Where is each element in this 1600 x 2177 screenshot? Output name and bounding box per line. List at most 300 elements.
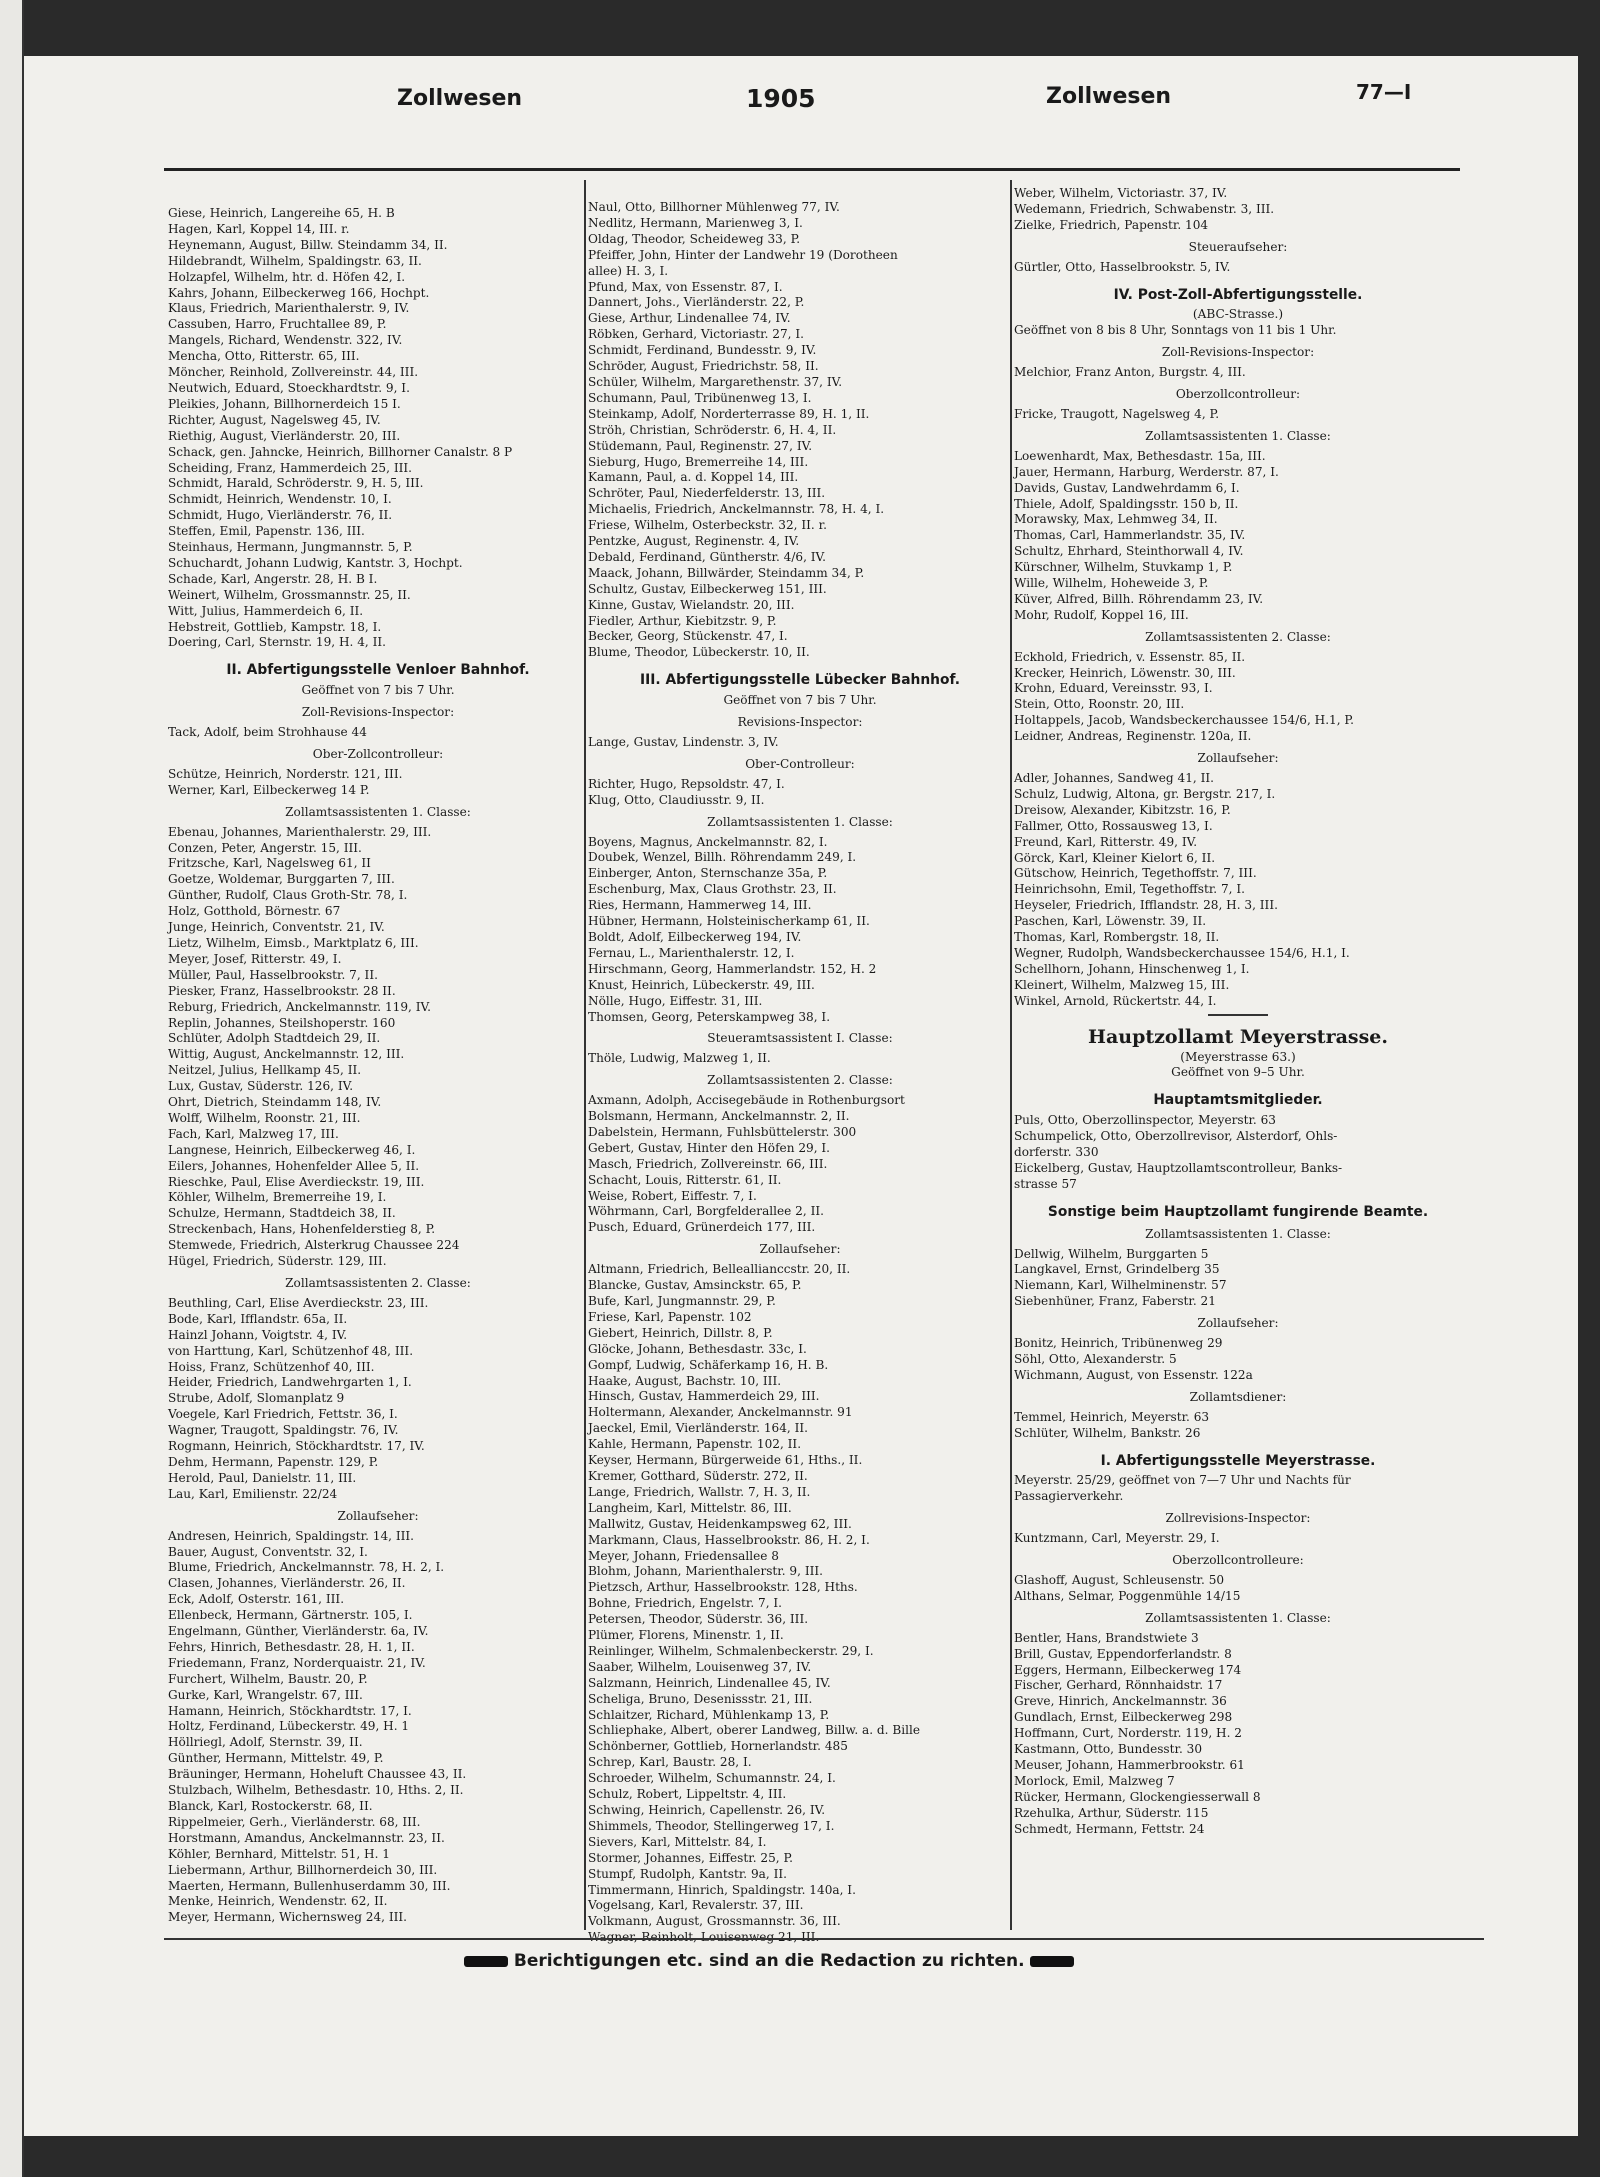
directory-entry: Lange, Friedrich, Wallstr. 7, H. 3, II. [588,1484,811,1499]
section-rule [1208,1014,1268,1016]
directory-entry: Lau, Karl, Emilienstr. 22/24 [168,1486,338,1501]
subheading: Zollamtsassistenten 1. Classe: [285,804,471,819]
directory-entry: Keyser, Hermann, Bürgerweide 61, Hths., II. [588,1453,863,1468]
header-page-number: 77—I [1356,80,1412,104]
directory-entry: Menke, Heinrich, Wendenstr. 62, II. [168,1894,388,1909]
directory-entry: Pusch, Eduard, Grünerdeich 177, III. [588,1220,816,1235]
footer-notice [464,1951,1074,1971]
directory-entry: Rippelmeier, Gerh., Vierländerstr. 68, III. [168,1814,421,1829]
directory-entry: Boldt, Adolf, Eilbeckerweg 194, IV. [588,929,802,944]
directory-entry: Kinne, Gustav, Wielandstr. 20, III. [588,597,795,612]
directory-entry: Reburg, Friedrich, Anckelmannstr. 119, IV. [168,999,431,1014]
subheading: Zollamtsassistenten 2. Classe: [285,1276,471,1290]
directory-entry: Giese, Heinrich, Langereihe 65, H. B [168,206,395,220]
directory-entry: Freund, Karl, Ritterstr. 49, IV. [1014,834,1198,849]
directory-entry: Vogelsang, Karl, Revalerstr. 37, III. [588,1898,804,1913]
directory-entry: Bräuninger, Hermann, Hoheluft Chaussee 43, II. [168,1767,467,1782]
directory-entry: Schütze, Heinrich, Norderstr. 121, III. [168,766,403,781]
directory-entry: Pfund, Max, von Essenstr. 87, I. [588,279,783,294]
section-heading: I. Abfertigungsstelle Meyerstrasse. [1100,1452,1376,1469]
directory-entry: Cassuben, Harro, Fruchtallee 89, P. [168,317,387,332]
directory-entry: Fernau, L., Marienthalerstr. 12, I. [588,945,795,960]
directory-entry: Zielke, Friedrich, Papenstr. 104 [1014,217,1209,232]
directory-entry: Schroeder, Wilhelm, Schumannstr. 24, I. [588,1771,836,1786]
directory-entry: Meuser, Johann, Hammerbrookstr. 61 [1014,1757,1245,1772]
subheading: Zoll-Revisions-Inspector: [301,705,455,720]
directory-entry: Conzen, Peter, Angerstr. 15, III. [168,840,362,855]
directory-entry: Köhler, Bernhard, Mittelstr. 51, H. 1 [168,1846,390,1861]
directory-entry: Krohn, Eduard, Vereinsstr. 93, I. [1014,681,1213,696]
directory-entry: Clasen, Johannes, Vierländerstr. 26, II. [168,1576,406,1591]
directory-entry: Köhler, Wilhelm, Bremerreihe 19, I. [168,1190,387,1205]
directory-entry: Morlock, Emil, Malzweg 7 [1014,1773,1175,1788]
directory-entry: Friese, Wilhelm, Osterbeckstr. 32, II. r. [588,518,827,533]
directory-entry: Küver, Alfred, Billh. Röhrendamm 23, IV. [1014,591,1264,606]
directory-entry: Meyerstr. 25/29, geöffnet von 7—7 Uhr und Nachts für [1014,1473,1351,1488]
directory-entry: Schultz, Gustav, Eilbeckerweg 151, III. [588,581,827,596]
directory-entry: Oldag, Theodor, Scheideweg 33, P. [588,231,801,246]
directory-entry: Niemann, Karl, Wilhelminenstr. 57 [1014,1278,1227,1293]
directory-entry: Kastmann, Otto, Bundesstr. 30 [1014,1742,1203,1757]
directory-entry: Nölle, Hugo, Eiffestr. 31, III. [588,993,763,1008]
directory-entry: Doubek, Wenzel, Billh. Röhrendamm 249, I. [588,850,857,865]
directory-entry: Schacht, Louis, Ritterstr. 61, II. [588,1172,782,1187]
directory-entry: Strube, Adolf, Slomanplatz 9 [168,1391,345,1406]
directory-entry: Leidner, Andreas, Reginenstr. 120a, II. [1014,729,1252,744]
directory-entry: Kleinert, Wilhelm, Malzweg 15, III. [1014,977,1230,992]
directory-entry: Ströh, Christian, Schröderstr. 6, H. 4, II. [588,422,837,437]
directory-entry: Stulzbach, Wilhelm, Bethesdastr. 10, Hths. 2, II. [168,1783,464,1798]
adjacent-page-edge [0,0,24,2177]
directory-entry: von Harttung, Karl, Schützenhof 48, III. [168,1343,414,1358]
directory-entry: Masch, Friedrich, Zollvereinstr. 66, III. [588,1156,828,1171]
directory-entry: Schröter, Paul, Niederfelderstr. 13, III. [588,486,826,501]
directory-entry: Holzapfel, Wilhelm, htr. d. Höfen 42, I. [168,269,406,284]
directory-entry: Günther, Rudolf, Claus Groth-Str. 78, I. [168,888,408,903]
directory-entry: Replin, Johannes, Steilshoperstr. 160 [168,1015,396,1030]
directory-entry: Schultz, Ehrhard, Steinthorwall 4, IV. [1014,544,1244,559]
subheading: Zollaufseher: [337,1508,419,1523]
section-heading: II. Abfertigungsstelle Venloer Bahnhof. [226,662,530,679]
directory-entry: Schmidt, Heinrich, Wendenstr. 10, I. [168,492,392,507]
note-line: (ABC-Strasse.) [1192,307,1284,322]
directory-entry: Scheiding, Franz, Hammerdeich 25, III. [168,460,412,475]
directory-entry: Melchior, Franz Anton, Burgstr. 4, III. [1014,365,1246,380]
directory-entry: Geöffnet von 8 bis 8 Uhr, Sonntags von 11 bis 1 Uhr. [1014,323,1337,338]
directory-entry: Hamann, Heinrich, Stöckhardtstr. 17, I. [168,1703,412,1718]
directory-entry: Söhl, Otto, Alexanderstr. 5 [1014,1352,1177,1366]
office-heading: Hauptzollamt Meyerstrasse. [1088,1025,1388,1048]
directory-entry: dorferstr. 330 [1014,1145,1099,1160]
directory-entry: Fallmer, Otto, Rossausweg 13, I. [1014,818,1213,833]
directory-entry: Klug, Otto, Claudiusstr. 9, II. [588,792,765,807]
directory-entry: Gurke, Karl, Wrangelstr. 67, III. [168,1687,363,1702]
directory-entry: Paschen, Karl, Löwenstr. 39, II. [1014,914,1207,929]
directory-entry: Möncher, Reinhold, Zollvereinstr. 44, III. [168,365,419,380]
directory-entry: Röbken, Gerhard, Victoriastr. 27, I. [588,327,804,342]
column-1 [168,206,588,1926]
directory-entry: Bonitz, Heinrich, Tribünenweg 29 [1014,1336,1223,1351]
directory-entry: Piesker, Franz, Hasselbrookstr. 28 II. [168,983,396,998]
directory-entry: Mohr, Rudolf, Koppel 16, III. [1014,607,1189,622]
directory-entry: Bohne, Friedrich, Engelstr. 7, I. [588,1596,783,1611]
header-right-title: Zollwesen [1046,84,1172,109]
directory-entry: Axmann, Adolph, Accisegebäude in Rothenburgsort [588,1093,905,1108]
subheading: Zollamtsassistenten 1. Classe: [707,814,893,829]
directory-entry: Mangels, Richard, Wendenstr. 322, IV. [168,333,403,348]
directory-entry: Shimmels, Theodor, Stellingerweg 17, I. [588,1818,835,1833]
note-line: (Meyerstrasse 63.) [1180,1049,1296,1064]
directory-entry: Knust, Heinrich, Lübeckerstr. 49, III. [588,977,815,992]
section-heading: IV. Post-Zoll-Abfertigungsstelle. [1113,286,1363,303]
directory-entry: Stumpf, Rudolph, Kantstr. 9a, II. [588,1866,787,1881]
directory-entry: Witt, Julius, Hammerdeich 6, II. [168,603,364,618]
pointing-hand-right-icon [1030,1956,1074,1967]
column-3 [1014,186,1462,1837]
directory-entry: Fischer, Gerhard, Rönnhaidstr. 17 [1014,1678,1223,1693]
subheading: Steueraufseher: [1188,239,1288,254]
pointing-hand-left-icon [464,1956,508,1967]
directory-entry: Becker, Georg, Stückenstr. 47, I. [588,629,788,644]
note-line: Geöffnet von 7 bis 7 Uhr. [723,693,877,708]
directory-entry: Gürtler, Otto, Hasselbrookstr. 5, IV. [1014,259,1231,274]
directory-entry: Fritzsche, Karl, Nagelsweg 61, II [168,856,371,871]
directory-entry: Hübner, Hermann, Holsteinischerkamp 61, II. [588,914,870,929]
subheading: Zoll-Revisions-Inspector: [1161,345,1315,360]
directory-entry: Tack, Adolf, beim Strohhause 44 [168,725,367,740]
directory-entry: Kürschner, Wilhelm, Stuvkamp 1, P. [1014,560,1233,575]
directory-entry: Schulze, Hermann, Stadtdeich 38, II. [168,1206,396,1221]
directory-entry: Fach, Karl, Malzweg 17, III. [168,1126,339,1141]
directory-entry: Schmidt, Ferdinand, Bundesstr. 9, IV. [588,343,817,358]
subheading: Zollamtsassistenten 2. Classe: [1145,629,1331,644]
directory-entry: Schulz, Ludwig, Altona, gr. Bergstr. 217, I. [1014,786,1276,801]
directory-entry: Krecker, Heinrich, Löwenstr. 30, III. [1014,665,1236,680]
directory-entry: Schade, Karl, Angerstr. 28, H. B I. [168,571,378,586]
directory-entry: Pleikies, Johann, Billhornerdeich 15 I. [168,396,401,411]
subheading: Revisions-Inspector: [737,715,863,730]
directory-entry: Rzehulka, Arthur, Süderstr. 115 [1014,1805,1209,1820]
directory-entry: Wegner, Rudolph, Wandsbeckerchaussee 154/6, H.1, I. [1014,945,1350,960]
header-left-title: Zollwesen [397,86,523,111]
directory-entry: Adler, Johannes, Sandweg 41, II. [1014,771,1214,785]
directory-entry: Stemwede, Friedrich, Alsterkrug Chaussee 224 [168,1238,460,1253]
subheading: Zollamtsassistenten 1. Classe: [1145,1610,1331,1625]
directory-entry: Ohrt, Dietrich, Steindamm 148, IV. [168,1095,382,1110]
directory-entry: Stein, Otto, Roonstr. 20, III. [1014,697,1185,712]
directory-entry: Hildebrandt, Wilhelm, Spaldingstr. 63, II. [168,253,422,268]
directory-entry: Hinsch, Gustav, Hammerdeich 29, III. [588,1389,820,1404]
directory-entry: Ries, Hermann, Hammerweg 14, III. [588,898,812,913]
section-heading: III. Abfertigungsstelle Lübecker Bahnhof. [640,672,960,689]
directory-entry: Heinrichsohn, Emil, Tegethoffstr. 7, I. [1014,882,1245,897]
directory-entry: Rogmann, Heinrich, Stöckhardtstr. 17, IV. [168,1439,425,1454]
directory-entry: Schack, gen. Jahncke, Heinrich, Billhorner Canalstr. 8 P [168,444,513,459]
directory-entry: Engelmann, Günther, Vierländerstr. 6a, IV. [168,1624,429,1639]
directory-entry: Siebenhüner, Franz, Faberstr. 21 [1014,1294,1216,1309]
directory-entry: Horstmann, Amandus, Anckelmannstr. 23, II. [168,1830,445,1845]
directory-entry: Wolff, Wilhelm, Roonstr. 21, III. [168,1110,361,1125]
directory-entry: Schmidt, Hugo, Vierländerstr. 76, II. [168,508,393,523]
directory-entry: Schwing, Heinrich, Capellenstr. 26, IV. [588,1803,826,1817]
directory-entry: Holtermann, Alexander, Anckelmannstr. 91 [588,1405,853,1420]
directory-entry: Langnese, Heinrich, Eilbeckerweg 46, I. [168,1142,416,1157]
directory-entry: Dabelstein, Hermann, Fuhlsbüttelerstr. 300 [588,1124,857,1139]
directory-entry: Schumann, Paul, Tribünenweg 13, I. [588,390,812,405]
directory-entry: Eck, Adolf, Osterstr. 161, III. [168,1592,345,1607]
directory-entry: Brill, Gustav, Eppendorferlandstr. 8 [1014,1646,1232,1661]
directory-entry: Richter, Hugo, Repsoldstr. 47, I. [588,776,785,791]
directory-entry: Schmedt, Hermann, Fettstr. 24 [1014,1821,1205,1836]
directory-entry: Blohm, Johann, Marienthalerstr. 9, III. [588,1564,823,1579]
directory-entry: Sieburg, Hugo, Bremerreihe 14, III. [588,454,809,469]
directory-entry: Voegele, Karl Friedrich, Fettstr. 36, I. [168,1407,398,1422]
directory-entry: Blanck, Karl, Rostockerstr. 68, II. [168,1799,373,1813]
directory-entry: Greve, Hinrich, Anckelmannstr. 36 [1014,1694,1227,1709]
directory-entry: Schröder, August, Friedrichstr. 58, II. [588,359,819,374]
directory-entry: Holtz, Ferdinand, Lübeckerstr. 49, H. 1 [168,1719,410,1734]
directory-entry: Dehm, Hermann, Papenstr. 129, P. [168,1454,379,1469]
directory-entry: Thomsen, Georg, Peterskampweg 38, I. [588,1009,831,1024]
directory-entry: Thomas, Karl, Rombergstr. 18, II. [1014,930,1220,945]
directory-entry: Schellhorn, Johann, Hinschenweg 1, I. [1014,961,1250,976]
directory-entry: Kremer, Gotthard, Süderstr. 272, II. [588,1468,808,1483]
directory-entry: Lietz, Wilhelm, Eimsb., Marktplatz 6, III. [168,935,419,950]
directory-entry: Eggers, Hermann, Eilbeckerweg 174 [1014,1662,1242,1677]
directory-entry: Naul, Otto, Billhorner Mühlenweg 77, IV. [588,200,840,214]
subheading: Ober-Zollcontrolleur: [312,747,444,761]
directory-entry: Wittig, August, Anckelmannstr. 12, III. [168,1047,405,1062]
directory-entry: Pietzsch, Arthur, Hasselbrookstr. 128, Hths. [588,1580,858,1595]
directory-entry: Volkmann, August, Grossmannstr. 36, III. [588,1914,841,1929]
directory-entry: Steffen, Emil, Papenstr. 136, III. [168,524,365,539]
directory-entry: Wille, Wilhelm, Hoheweide 3, P. [1014,576,1209,591]
directory-entry: Petersen, Theodor, Süderstr. 36, III. [588,1612,809,1627]
directory-entry: Loewenhardt, Max, Bethesdastr. 15a, III. [1014,448,1266,463]
directory-entry: Markmann, Claus, Hasselbrookstr. 86, H. 2, I. [588,1532,870,1547]
directory-entry: Kuntzmann, Carl, Meyerstr. 29, I. [1014,1531,1220,1546]
directory-entry: Goetze, Woldemar, Burggarten 7, III. [168,872,395,887]
directory-entry: Maack, Johann, Billwärder, Steindamm 34, P. [588,565,865,580]
directory-entry: Blancke, Gustav, Amsinckstr. 65, P. [588,1278,802,1293]
directory-entry: Steinhaus, Hermann, Jungmannstr. 5, P. [168,540,413,555]
directory-entry: Müller, Paul, Hasselbrookstr. 7, II. [168,967,378,982]
directory-entry: Dellwig, Wilhelm, Burggarten 5 [1014,1246,1209,1261]
directory-entry: Saaber, Wilhelm, Louisenweg 37, IV. [588,1659,812,1674]
directory-entry: Wichmann, August, von Essenstr. 122a [1014,1367,1253,1382]
directory-entry: Andresen, Heinrich, Spaldingstr. 14, III. [168,1528,415,1543]
directory-entry: Hagen, Karl, Koppel 14, III. r. [168,221,350,236]
directory-entry: Pfeiffer, John, Hinter der Landwehr 19 (Dorotheen [588,247,898,262]
directory-entry: strasse 57 [1014,1176,1077,1191]
directory-entry: Gebert, Gustav, Hinter den Höfen 29, I. [588,1140,831,1155]
directory-entry: Giese, Arthur, Lindenallee 74, IV. [588,311,791,326]
subheading: Zollaufseher: [1197,1316,1279,1331]
section-heading: Hauptamtsmitglieder. [1153,1092,1323,1109]
directory-entry: Eickelberg, Gustav, Hauptzollamtscontrolleur, Banks- [1014,1160,1343,1175]
directory-entry: Fricke, Traugott, Nagelsweg 4, P. [1014,406,1220,421]
directory-entry: Lange, Gustav, Lindenstr. 3, IV. [588,735,779,749]
directory-entry: Mallwitz, Gustav, Heidenkampsweg 62, III. [588,1516,852,1531]
directory-entry: Bolsmann, Hermann, Anckelmannstr. 2, II. [588,1109,850,1124]
directory-entry: Fehrs, Hinrich, Bethesdastr. 28, H. 1, II. [168,1639,415,1654]
directory-entry: Schulz, Robert, Lippeltstr. 4, III. [588,1787,787,1802]
directory-entry: Glashoff, August, Schleusenstr. 50 [1014,1572,1225,1587]
directory-entry: Winkel, Arnold, Rückertstr. 44, I. [1014,993,1217,1008]
directory-entry: Dreisow, Alexander, Kibitzstr. 16, P. [1014,802,1231,817]
directory-entry: Liebermann, Arthur, Billhornerdeich 30, III. [168,1862,438,1877]
directory-entry: Pentzke, August, Reginenstr. 4, IV. [588,534,800,549]
directory-entry: Gompf, Ludwig, Schäferkamp 16, H. B. [588,1357,829,1372]
directory-entry: Maerten, Hermann, Bullenhuserdamm 30, III. [168,1878,451,1893]
directory-entry: Scheliga, Bruno, Desenissstr. 21, III. [588,1691,813,1706]
directory-entry: Richter, August, Nagelsweg 45, IV. [168,412,381,427]
directory-entry: Timmermann, Hinrich, Spaldingstr. 140a, I. [588,1882,856,1897]
directory-entry: Rücker, Hermann, Glockengiesserwall 8 [1014,1789,1261,1804]
directory-entry: Schliephake, Albert, oberer Landweg, Billw. a. d. Bille [588,1723,921,1738]
directory-entry: Schlüter, Adolph Stadtdeich 29, II. [168,1031,381,1046]
directory-entry: Stormer, Johannes, Eiffestr. 25, P. [588,1850,793,1865]
directory-entry: Heynemann, August, Billw. Steindamm 34, II. [168,237,448,252]
header-year: 1905 [746,84,816,113]
directory-entry: Thomas, Carl, Hammerlandstr. 35, IV. [1014,528,1246,543]
directory-entry: Furchert, Wilhelm, Baustr. 20, P. [168,1671,368,1686]
directory-entry: Glöcke, Johann, Bethesdastr. 33c, I. [588,1341,807,1356]
directory-entry: Gundlach, Ernst, Eilbeckerweg 298 [1014,1710,1233,1725]
directory-entry: Kahle, Hermann, Papenstr. 102, II. [588,1437,802,1452]
directory-entry: Weise, Robert, Eiffestr. 7, I. [588,1188,757,1203]
directory-entry: Streckenbach, Hans, Hohenfelderstieg 8, P. [168,1222,436,1237]
directory-entry: Junge, Heinrich, Conventstr. 21, IV. [168,920,385,935]
directory-entry: Debald, Ferdinand, Güntherstr. 4/6, IV. [588,549,827,564]
directory-entry: Friedemann, Franz, Norderquaistr. 21, IV. [168,1655,426,1670]
directory-entry: allee) H. 3, I. [588,263,669,278]
directory-entry: Lux, Gustav, Süderstr. 126, IV. [168,1079,354,1094]
directory-entry: Klaus, Friedrich, Marienthalerstr. 9, IV. [168,301,410,316]
directory-entry: Hügel, Friedrich, Süderstr. 129, III. [168,1254,387,1269]
directory-entry: Wagner, Traugott, Spaldingstr. 76, IV. [168,1423,399,1438]
subheading: Zollamtsassistenten 1. Classe: [1145,428,1331,443]
directory-entry: Herold, Paul, Danielstr. 11, III. [168,1470,357,1485]
directory-entry: Gütschow, Heinrich, Tegethoffstr. 7, III. [1014,866,1257,881]
directory-entry: Passagierverkehr. [1014,1489,1124,1504]
directory-entry: Schlüter, Wilhelm, Bankstr. 26 [1014,1425,1201,1440]
directory-entry: Schüler, Wilhelm, Margarethenstr. 37, IV. [588,374,843,389]
directory-entry: Werner, Karl, Eilbeckerweg 14 P. [168,782,370,797]
directory-entry: Kamann, Paul, a. d. Koppel 14, III. [588,470,799,485]
directory-entry: Blume, Theodor, Lübeckerstr. 10, II. [588,645,810,660]
directory-entry: Bentler, Hans, Brandstwiete 3 [1014,1630,1199,1645]
directory-entry: Friese, Karl, Papenstr. 102 [588,1309,752,1324]
directory-entry: Mencha, Otto, Ritterstr. 65, III. [168,349,360,364]
directory-entry: Bufe, Karl, Jungmannstr. 29, P. [588,1294,776,1308]
directory-entry: Hainzl Johann, Voigtstr. 4, IV. [168,1327,348,1342]
directory-entry: Neutwich, Eduard, Stoeckhardtstr. 9, I. [168,380,410,395]
directory-entry: Schlaitzer, Richard, Mühlenkamp 13, P. [588,1707,830,1722]
directory-entry: Eckhold, Friedrich, v. Essenstr. 85, II. [1014,649,1246,664]
directory-entry: Dannert, Johs., Vierländerstr. 22, P. [588,295,805,310]
directory-entry: Weinert, Wilhelm, Grossmannstr. 25, II. [168,587,411,602]
directory-entry: Stüdemann, Paul, Reginenstr. 27, IV. [588,438,813,453]
directory-entry: Bode, Karl, Ifflandstr. 65a, II. [168,1311,348,1326]
note-line: Geöffnet von 7 bis 7 Uhr. [301,683,455,698]
directory-entry: Schrep, Karl, Baustr. 28, I. [588,1755,752,1770]
directory-entry: Michaelis, Friedrich, Anckelmannstr. 78, H. 4, I. [588,502,885,517]
directory-entry: Hirschmann, Georg, Hammerlandstr. 152, H. 2 [588,961,877,976]
subheading: Zollaufseher: [759,1242,841,1257]
directory-entry: Haake, August, Bachstr. 10, III. [588,1373,782,1388]
directory-entry: Morawsky, Max, Lehmweg 34, II. [1014,512,1218,527]
directory-entry: Schuchardt, Johann Ludwig, Kantstr. 3, Hochpt. [168,555,463,570]
subheading: Zollamtsassistenten 2. Classe: [707,1073,893,1088]
subheading: Oberzollcontrolleur: [1175,387,1301,402]
directory-entry: Boyens, Magnus, Anckelmannstr. 82, I. [588,834,828,849]
header-rule [164,168,1460,171]
directory-entry: Kahrs, Johann, Eilbeckerweg 166, Hochpt. [168,285,430,300]
directory-entry: Beuthling, Carl, Elise Averdieckstr. 23, III. [168,1295,429,1310]
directory-entry: Davids, Gustav, Landwehrdamm 6, I. [1014,480,1240,495]
directory-entry: Blume, Friedrich, Anckelmannstr. 78, H. 2, I. [168,1560,445,1575]
directory-entry: Höllriegl, Adolf, Sternstr. 39, II. [168,1735,363,1750]
directory-entry: Thöle, Ludwig, Malzweg 1, II. [588,1051,771,1066]
directory-entry: Holtappels, Jacob, Wandsbeckerchaussee 154/6, H.1, P. [1014,713,1354,728]
directory-entry: Eilers, Johannes, Hohenfelder Allee 5, II. [168,1158,420,1173]
note-line: Geöffnet von 9–5 Uhr. [1171,1065,1305,1080]
directory-entry: Wöhrmann, Carl, Borgfelderallee 2, II. [588,1204,824,1219]
directory-entry: Nedlitz, Hermann, Marienweg 3, I. [588,215,803,230]
directory-entry: Hoiss, Franz, Schützenhof 40, III. [168,1359,375,1374]
directory-entry: Meyer, Johann, Friedensallee 8 [588,1548,779,1563]
directory-entry: Plümer, Florens, Minenstr. 1, II. [588,1628,784,1643]
directory-entry: Steinkamp, Adolf, Norderterrasse 89, H. 1, II. [588,406,870,421]
directory-entry: Langkavel, Ernst, Grindelberg 35 [1014,1262,1220,1277]
directory-entry: Ellenbeck, Hermann, Gärtnerstr. 105, I. [168,1608,413,1623]
column-2 [588,200,1012,1946]
directory-entry: Weber, Wilhelm, Victoriastr. 37, IV. [1014,186,1228,200]
directory-entry: Heider, Friedrich, Landwehrgarten 1, I. [168,1375,412,1390]
subheading: Zollrevisions-Inspector: [1165,1511,1311,1526]
directory-entry: Wedemann, Friedrich, Schwabenstr. 3, III. [1014,201,1275,216]
directory-entry: Thiele, Adolf, Spaldingsstr. 150 b, II. [1014,496,1239,511]
directory-entry: Rieschke, Paul, Elise Averdieckstr. 19, III. [168,1174,425,1189]
directory-entry: Riethig, August, Vierländerstr. 20, III. [168,428,401,443]
footer-text: Berichtigungen etc. sind an die Redaction zu richten. [513,1951,1025,1971]
directory-entry: Althans, Selmar, Poggenmühle 14/15 [1014,1588,1241,1603]
directory-entry: Sievers, Karl, Mittelstr. 84, I. [588,1834,767,1849]
directory-entry: Schönberner, Gottlieb, Hornerlandstr. 485 [588,1739,848,1754]
directory-entry: Schumpelick, Otto, Oberzollrevisor, Alsterdorf, Ohls- [1014,1129,1338,1144]
directory-entry: Holz, Gotthold, Börnestr. 67 [168,904,341,919]
directory-entry: Einberger, Anton, Sternschanze 35a, P. [588,866,828,881]
directory-entry: Neitzel, Julius, Hellkamp 45, II. [168,1063,362,1078]
directory-entry: Giebert, Heinrich, Dillstr. 8, P. [588,1325,773,1340]
directory-entry: Meyer, Hermann, Wichernsweg 24, III. [168,1910,408,1925]
directory-entry: Reinlinger, Wilhelm, Schmalenbeckerstr. 29, I. [588,1643,874,1658]
footer-rule [164,1938,1484,1940]
directory-entry: Heyseler, Friedrich, Ifflandstr. 28, H. 3, III. [1014,898,1278,913]
directory-entry: Hebstreit, Gottlieb, Kampstr. 18, I. [168,619,382,634]
directory-entry: Eschenburg, Max, Claus Grothstr. 23, II. [588,882,837,897]
directory-entry: Günther, Hermann, Mittelstr. 49, P. [168,1751,384,1766]
subheading: Zollamtsdiener: [1189,1389,1287,1404]
directory-entry: Doering, Carl, Sternstr. 19, H. 4, II. [168,635,386,650]
directory-entry: Jaeckel, Emil, Vierländerstr. 164, II. [588,1421,809,1436]
directory-entry: Ebenau, Johannes, Marienthalerstr. 29, III. [168,824,432,839]
directory-entry: Meyer, Josef, Ritterstr. 49, I. [168,951,342,966]
directory-entry: Langheim, Karl, Mittelstr. 86, III. [588,1500,792,1515]
directory-entry: Puls, Otto, Oberzollinspector, Meyerstr. 63 [1014,1113,1276,1128]
directory-entry: Hoffmann, Curt, Norderstr. 119, H. 2 [1014,1726,1242,1741]
